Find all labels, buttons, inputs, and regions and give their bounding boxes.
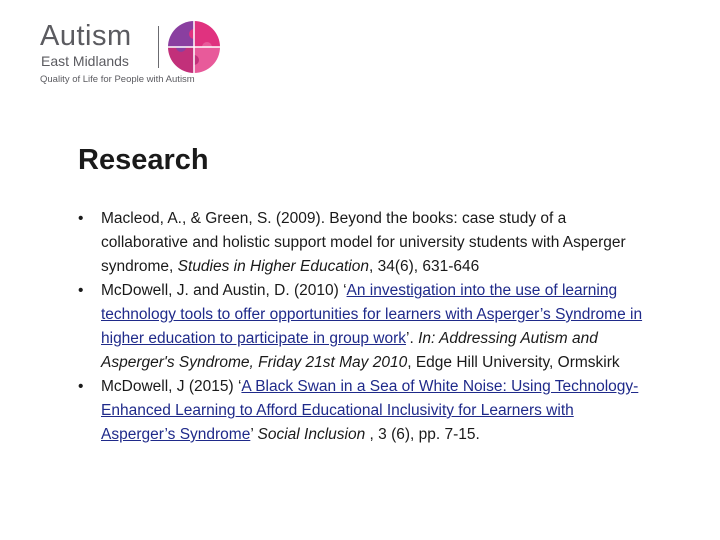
reference-text: ’ bbox=[250, 426, 258, 443]
journal-title: Social Inclusion bbox=[257, 426, 366, 443]
bullet: • bbox=[78, 210, 84, 227]
bullet: • bbox=[78, 282, 84, 299]
reference-link[interactable]: A Black Swan in a Sea of White Noise: Using Technology-Enhanced Learning to Afford Educational Inclusivity for Learners with Asperger’s Syndrome bbox=[101, 378, 639, 443]
reference-item bbox=[76, 279, 644, 375]
puzzle-circle-icon bbox=[164, 18, 224, 76]
autism-east-midlands-logo bbox=[38, 18, 238, 88]
logo-divider bbox=[158, 26, 159, 68]
reference-text: Macleod, A., & Green, S. (2009). Beyond the books: case study of a collaborative and holistic support model for university students with Asperger syndrome, bbox=[101, 210, 626, 275]
journal-title: Studies in Higher Education bbox=[177, 258, 369, 275]
reference-text: McDowell, J. and Austin, D. (2010) ‘ bbox=[101, 282, 347, 299]
reference-text: , Edge Hill University, Ormskirk bbox=[407, 354, 620, 371]
logo-region: East Midlands bbox=[41, 53, 129, 69]
reference-text: , 3 (6), pp. 7-15. bbox=[365, 426, 480, 443]
reference-text: ’. bbox=[406, 330, 419, 347]
source-title: In: Addressing Autism and Asperger's Syndrome, Friday 21st May 2010 bbox=[101, 330, 598, 371]
reference-link[interactable]: An investigation into the use of learning technology tools to offer opportunities for learners with Asperger’s Syndrome in higher education to participate in group work bbox=[101, 282, 643, 347]
logo-name: Autism bbox=[40, 20, 132, 52]
reference-text: McDowell, J (2015) ‘ bbox=[101, 378, 242, 395]
reference-list bbox=[76, 207, 644, 447]
page-title: Research bbox=[78, 144, 209, 176]
reference-item bbox=[76, 207, 644, 279]
reference-item bbox=[76, 375, 644, 447]
bullet: • bbox=[78, 378, 84, 395]
logo-tagline: Quality of Life for People with Autism bbox=[40, 74, 195, 85]
reference-text: , 34(6), 631-646 bbox=[368, 258, 480, 275]
